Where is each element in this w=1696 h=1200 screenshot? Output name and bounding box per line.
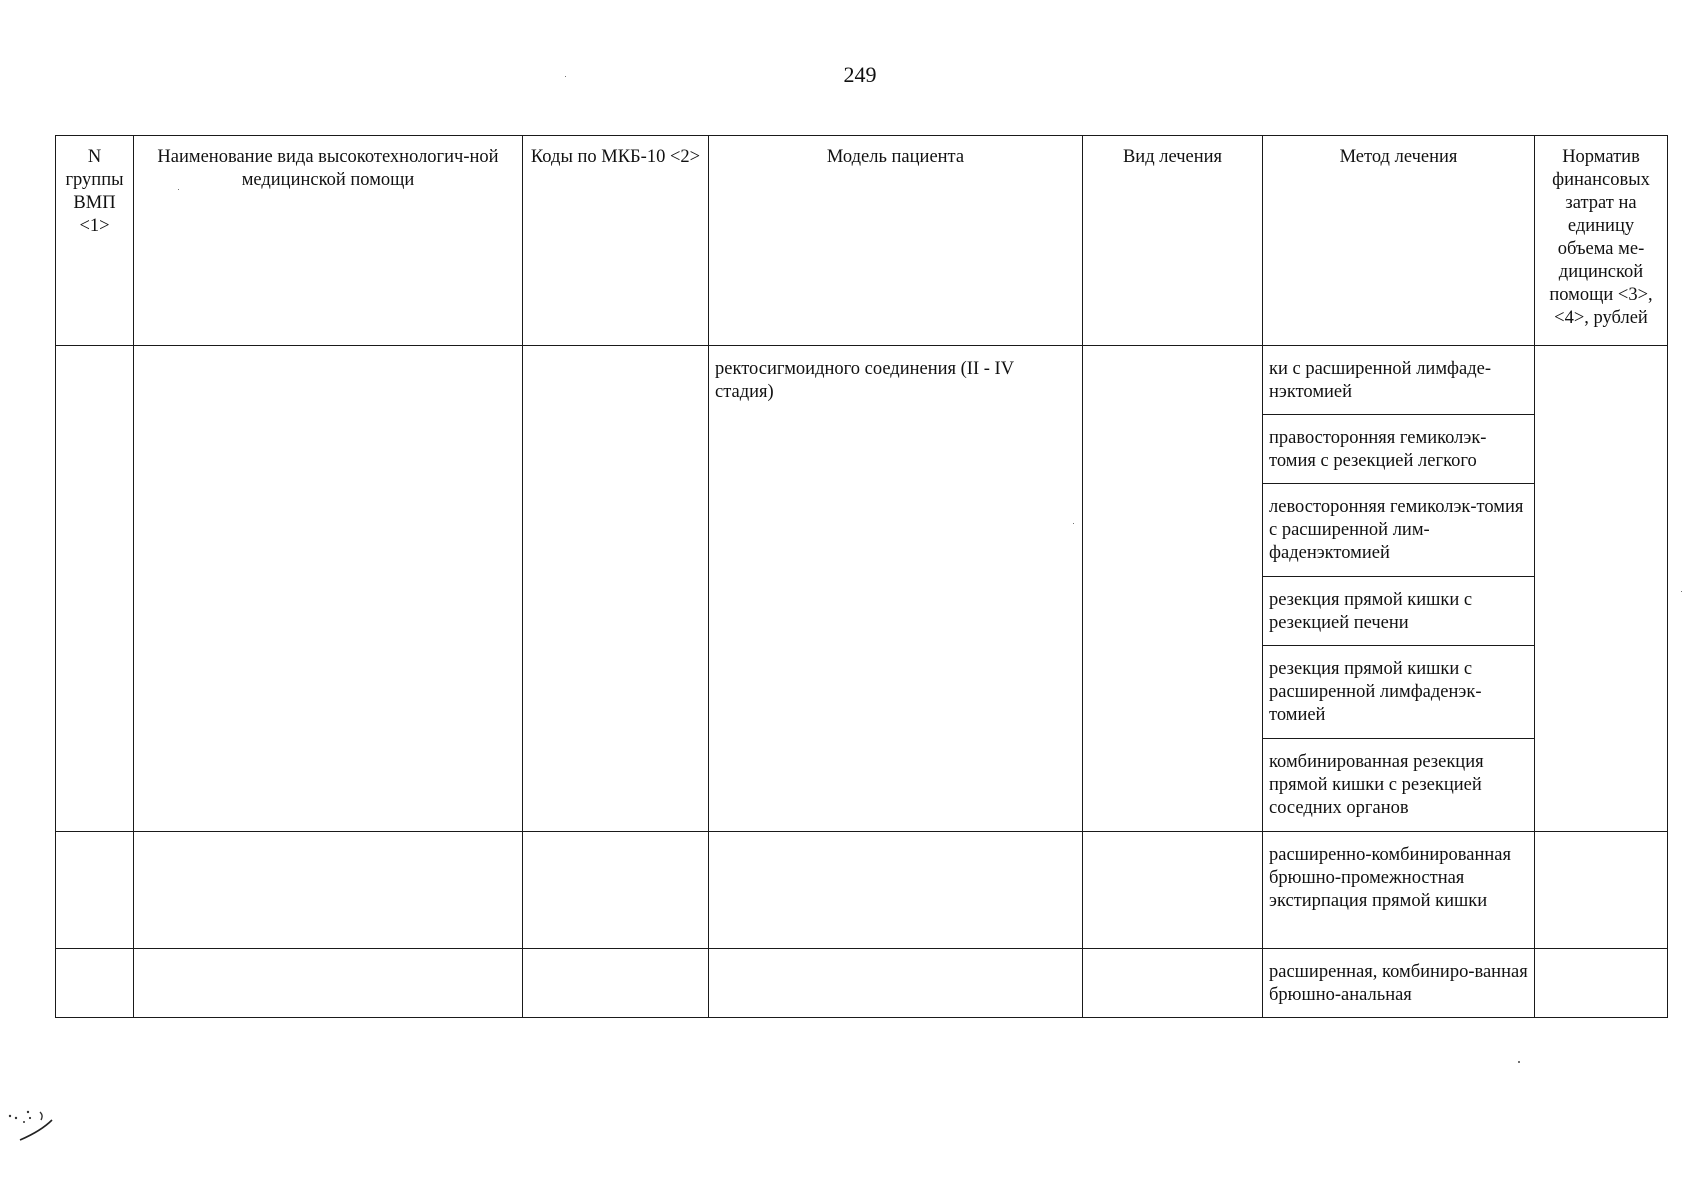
scan-speck (565, 76, 566, 77)
table-row (56, 949, 1668, 1018)
table-row (56, 346, 1668, 415)
header-care-type-name: Наименование вида высокотехнологич-ной медицинской помощи (134, 136, 523, 346)
cell-care-type-name (134, 346, 523, 832)
cell-treatment-type (1083, 949, 1263, 1018)
cell-method: резекция прямой кишки с резекцией печени (1263, 577, 1535, 646)
cell-method: ки с расширенной лимфаде-нэктомией (1263, 346, 1535, 415)
cell-method: левосторонняя гемиколэк-томия с расширенной лим-фаденэктомией (1263, 484, 1535, 577)
cell-patient-model (709, 949, 1083, 1018)
scan-speck (1518, 1061, 1520, 1063)
cell-method: комбинированная резекция прямой кишки с резекцией соседних органов (1263, 739, 1535, 832)
cell-cost-standard (1535, 346, 1668, 832)
cell-care-type-name (134, 832, 523, 949)
cell-icd10-codes (523, 949, 709, 1018)
cell-icd10-codes (523, 832, 709, 949)
cell-treatment-type (1083, 832, 1263, 949)
page-number: 249 (843, 62, 877, 87)
cell-cost-standard (1535, 832, 1668, 949)
cell-group-number (56, 949, 134, 1018)
scan-speck (1681, 591, 1682, 592)
header-icd10-codes: Коды по МКБ-10 <2> (523, 136, 709, 346)
header-cost-standard: Норматив финансовых затрат на единицу объема ме-дицинской помощи <3>, <4>, рублей (1535, 136, 1668, 346)
cell-group-number (56, 832, 134, 949)
header-treatment-method: Метод лечения (1263, 136, 1535, 346)
table-row (56, 832, 1668, 949)
table-header-row (56, 136, 1668, 346)
scan-speck (1073, 523, 1074, 524)
cell-group-number (56, 346, 134, 832)
cell-cost-standard (1535, 949, 1668, 1018)
cell-method: резекция прямой кишки с расширенной лимфаденэк-томией (1263, 646, 1535, 739)
cell-method: расширенно-комбинированная брюшно-промежностная экстирпация прямой кишки (1263, 832, 1535, 949)
header-patient-model: Модель пациента (709, 136, 1083, 346)
header-treatment-type: Вид лечения (1083, 136, 1263, 346)
vmp-table (55, 135, 1668, 1018)
cell-method: расширенная, комбиниро-ванная брюшно-анальная (1263, 949, 1535, 1018)
scan-scribble-mark (0, 1098, 70, 1148)
scan-speck (178, 189, 179, 190)
cell-patient-model: ректосигмоидного соединения (II - IV стадия) (709, 346, 1083, 832)
cell-method: правосторонняя гемиколэк-томия с резекцией легкого (1263, 415, 1535, 484)
header-group-number: N группы ВМП <1> (56, 136, 134, 346)
cell-patient-model (709, 832, 1083, 949)
cell-icd10-codes (523, 346, 709, 832)
cell-care-type-name (134, 949, 523, 1018)
cell-treatment-type (1083, 346, 1263, 832)
